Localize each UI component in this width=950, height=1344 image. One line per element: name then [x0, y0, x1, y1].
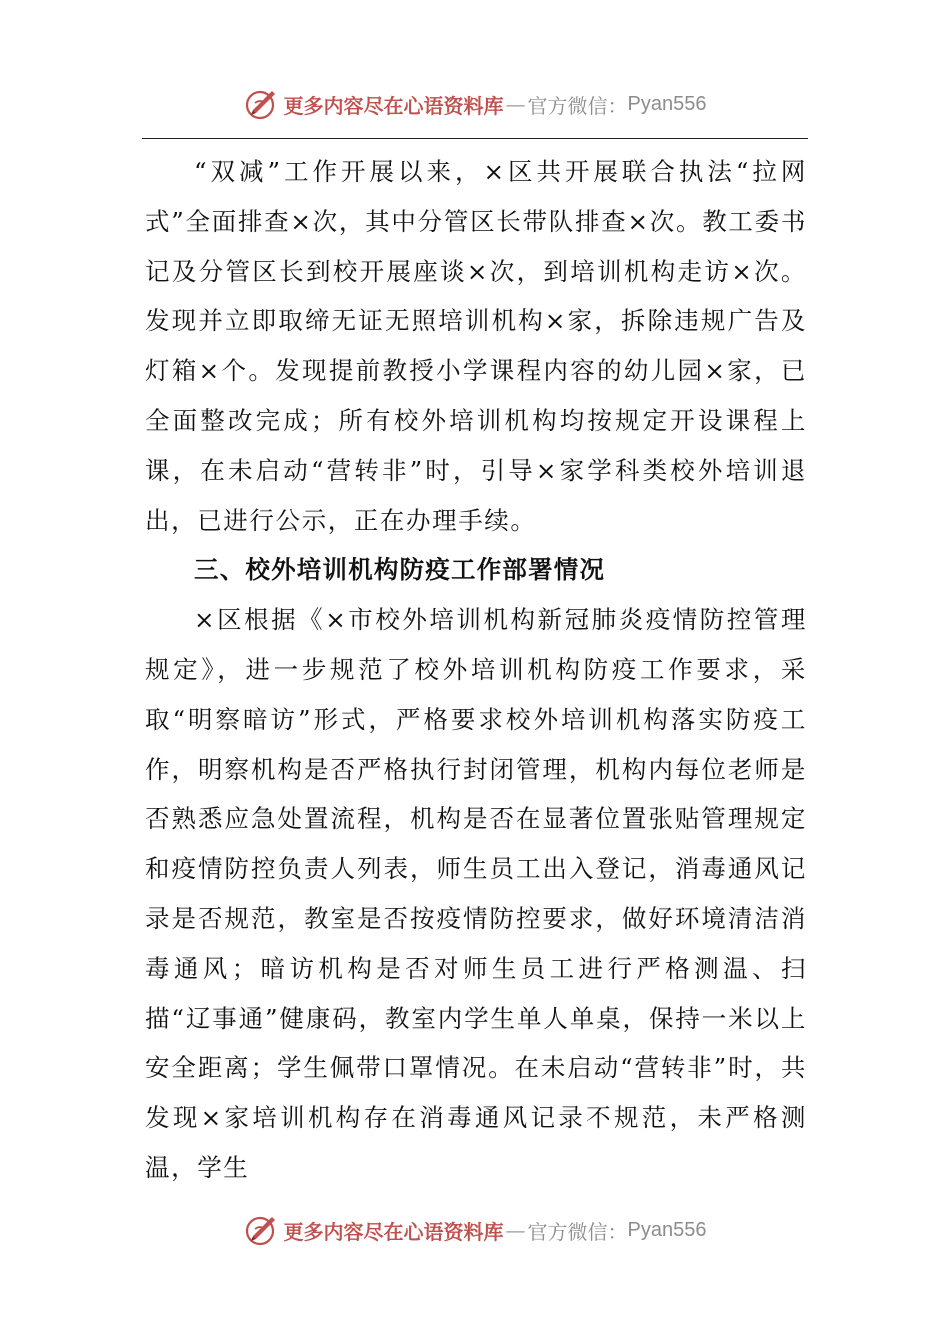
pen-in-circle-icon	[244, 1212, 280, 1248]
watermark-brand: 更多内容尽在心语资料库	[283, 1219, 504, 1244]
watermark-wechat-id: Pyan556	[627, 92, 707, 115]
watermark-wechat-label: 官方微信：	[527, 93, 628, 118]
document-body	[145, 147, 807, 1193]
watermark-wechat-id: Pyan556	[627, 1218, 707, 1241]
watermark-brand: 更多内容尽在心语资料库	[283, 93, 504, 118]
footer-watermark	[0, 1208, 950, 1252]
watermark-dash: —	[505, 1218, 526, 1242]
header-watermark	[0, 82, 950, 126]
pen-in-circle-icon	[244, 86, 280, 122]
header-divider	[142, 138, 808, 139]
watermark-dash: —	[505, 92, 526, 116]
watermark-wechat-label: 官方微信：	[527, 1219, 628, 1244]
paragraph-enforcement: “双减”工作开展以来，×区共开展联合执法“拉网式”全面排查×次，其中分管区长带队排查×次。教工委书记及分管区长到校开展座谈×次，到培训机构走访×次。发现并立即取缔无证无照培训机构×家，拆除违规广告及灯箱×个。发现提前教授小学课程内容的幼儿园×家，已全面整改完成；所有校外培训机构均按规定开设课程上课，在未启动“营转非”时，引导×家学科类校外培训退出，已进行公示，正在办理手续。	[145, 157, 807, 535]
paragraph-epidemic-prevention: ×区根据《×市校外培训机构新冠肺炎疫情防控管理规定》，进一步规范了校外培训机构防疫工作要求，采取“明察暗访”形式，严格要求校外培训机构落实防疫工作，明察机构是否严格执行封闭管理，机构内每位老师是否熟悉应急处置流程，机构是否在显著位置张贴管理规定和疫情防控负责人列表，师生员工出入登记，消毒通风记录是否规范，教室是否按疫情防控要求，做好环境清洁消毒通风；暗访机构是否对师生员工进行严格测温、扫描“辽事通”健康码，教室内学生单人单桌，保持一米以上安全距离；学生佩带口罩情况。在未启动“营转非”时，共发现×家培训机构存在消毒通风记录不规范，未严格测温，学生	[145, 605, 807, 1182]
section-heading: 三、校外培训机构防疫工作部署情况	[194, 555, 606, 585]
